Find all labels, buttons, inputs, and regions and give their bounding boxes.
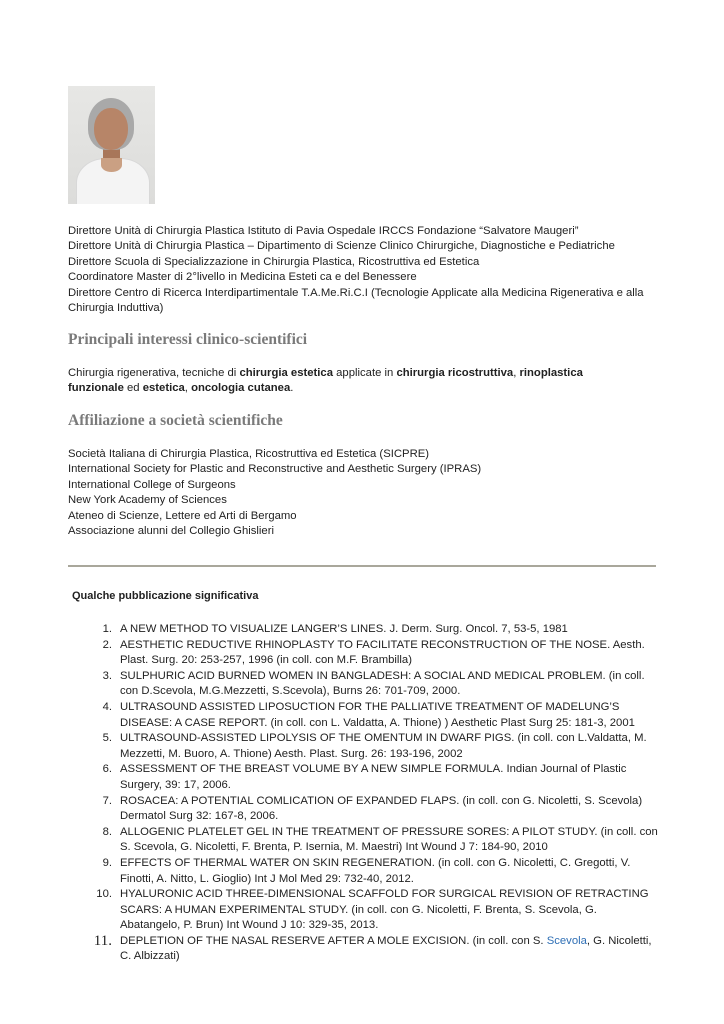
keyword-aesthetic: estetica	[142, 382, 185, 395]
publication-item: 5. ULTRASOUND-ASSISTED LIPOLYSIS OF THE OMENTUM IN DWARF PIGS. (in coll. con L.Valdatta, M. Mezzetti, M. Buoro, A. Thione) Aesth. Plast. Surg. 26: 193-196, 2002	[102, 732, 647, 760]
profile-photo	[68, 86, 155, 204]
role-line: Direttore Unità di Chirurgia Plastica – Dipartimento di Scienze Clinico Chirurgiche, Diagnostiche e Pediatriche	[68, 240, 615, 253]
role-line: Direttore Scuola di Specializzazione in Chirurgia Plastica, Ricostruttiva ed Estetica	[68, 255, 480, 268]
affiliations-list	[68, 447, 481, 539]
publication-item: 11. DEPLETION OF THE NASAL RESERVE AFTER A MOLE EXCISION. (in coll. con S. Scevola, G. Nicoletti, C. Albizzati)	[93, 932, 652, 963]
author-link-scevola[interactable]: Scevola	[546, 934, 587, 947]
keyword-skin-oncology: oncologia cutanea	[191, 382, 291, 395]
publication-item: 8. ALLOGENIC PLATELET GEL IN THE TREATMENT OF PRESSURE SORES: A PILOT STUDY. (in coll. con S. Scevola, G. Nicoletti, F. Brenta, P. Isernia, M. Maestri) Int Wound J 7: 184-90, 2010	[102, 825, 658, 854]
keyword-reconstructive-surgery: chirurgia ricostruttiva	[396, 367, 514, 379]
keyword-functional-rhinoplasty: rinoplastica funzionale	[68, 367, 583, 395]
interests-heading: Principali interessi clinico-scientifici	[68, 331, 308, 348]
affiliation-item: Ateneo di Scienze, Lettere ed Arti di Bergamo	[68, 509, 297, 522]
publication-item: 9. EFFECTS OF THERMAL WATER ON SKIN REGENERATION. (in coll. con G. Nicoletti, C. Gregotti, V. Finotti, A. Nitto, L. Gioglio) Int J Mol Med 29: 732-40, 2012.	[102, 856, 631, 885]
publication-item: 4. ULTRASOUND ASSISTED LIPOSUCTION FOR THE PALLIATIVE TREATMENT OF MADELUNG’S DISEASE: A CASE REPORT. (in coll. con L. Valdatta, A. Thione) ) Aesthetic Plast Surg 25: 181-3, 2001	[102, 700, 635, 729]
publication-item: 10. HYALURONIC ACID THREE-DIMENSIONAL SCAFFOLD FOR SURGICAL REVISION OF RETRACTING SCARS: A HUMAN EXPERIMENTAL STUDY. (in coll. con G. Nicoletti, F. Brenta, S. Scevola, G. Abatangelo, P. Brun) Int Wound J 10: 329-35, 2013.	[96, 888, 649, 932]
affiliation-item: International Society for Plastic and Reconstructive and Aesthetic Surgery (IPRAS)	[68, 463, 482, 476]
role-line: Direttore Centro di Ricerca Interdipartimentale T.A.Me.Ri.C.I (Tecnologie Applicate alla Medicina Rigenerativa e alla Chirurgia Induttiva)	[68, 286, 644, 315]
publication-item: 6. ASSESSMENT OF THE BREAST VOLUME BY A NEW SIMPLE FORMULA. Indian Journal of Plastic Surgery, 39: 17, 2006.	[102, 763, 627, 791]
affiliation-item: Società Italiana di Chirurgia Plastica, Ricostruttiva ed Estetica (SICPRE)	[68, 448, 430, 460]
publication-item: 2. AESTHETIC REDUCTIVE RHINOPLASTY TO FACILITATE RECONSTRUCTION OF THE NOSE. Aesth. Plast. Surg. 20: 253-257, 1996 (in coll. con M.F. Brambilla)	[102, 638, 645, 667]
publications-heading: Qualche pubblicazione significativa	[72, 590, 259, 602]
publications-list	[84, 622, 659, 965]
interests-text: Chirurgia rigenerativa, tecniche di chirurgia estetica applicate in chirurgia ricostruttiva, rinoplastica funzionale ed estetica, oncologia cutanea.	[68, 367, 583, 395]
publication-item: 7. ROSACEA: A POTENTIAL COMLICATION OF EXPANDED FLAPS. (in coll. con G. Nicoletti, S. Scevola) Dermatol Surg 32: 167-8, 2006.	[102, 794, 643, 823]
section-divider	[68, 565, 656, 567]
affiliations-heading: Affiliazione a società scientifiche	[68, 412, 283, 429]
affiliation-item: Associazione alunni del Collegio Ghislieri	[68, 525, 274, 538]
roles-list	[68, 224, 668, 316]
role-line: Direttore Unità di Chirurgia Plastica Istituto di Pavia Ospedale IRCCS Fondazione “Salvatore Maugeri”	[68, 225, 579, 237]
publication-item: 1. A NEW METHOD TO VISUALIZE LANGER’S LINES. J. Derm. Surg. Oncol. 7, 53-5, 1981	[102, 623, 568, 635]
publication-item: 3. SULPHURIC ACID BURNED WOMEN IN BANGLADESH: A SOCIAL AND MEDICAL PROBLEM. (in coll. con D.Scevola, M.G.Mezzetti, S.Scevola), Burns 26: 701-709, 2000.	[102, 669, 645, 698]
role-line: Coordinatore Master di 2°livello in Medicina Esteti ca e del Benessere	[68, 271, 417, 284]
affiliation-item: International College of Surgeons	[68, 478, 236, 491]
affiliation-item: New York Academy of Sciences	[68, 494, 227, 507]
keyword-aesthetic-surgery: chirurgia estetica	[239, 367, 333, 379]
